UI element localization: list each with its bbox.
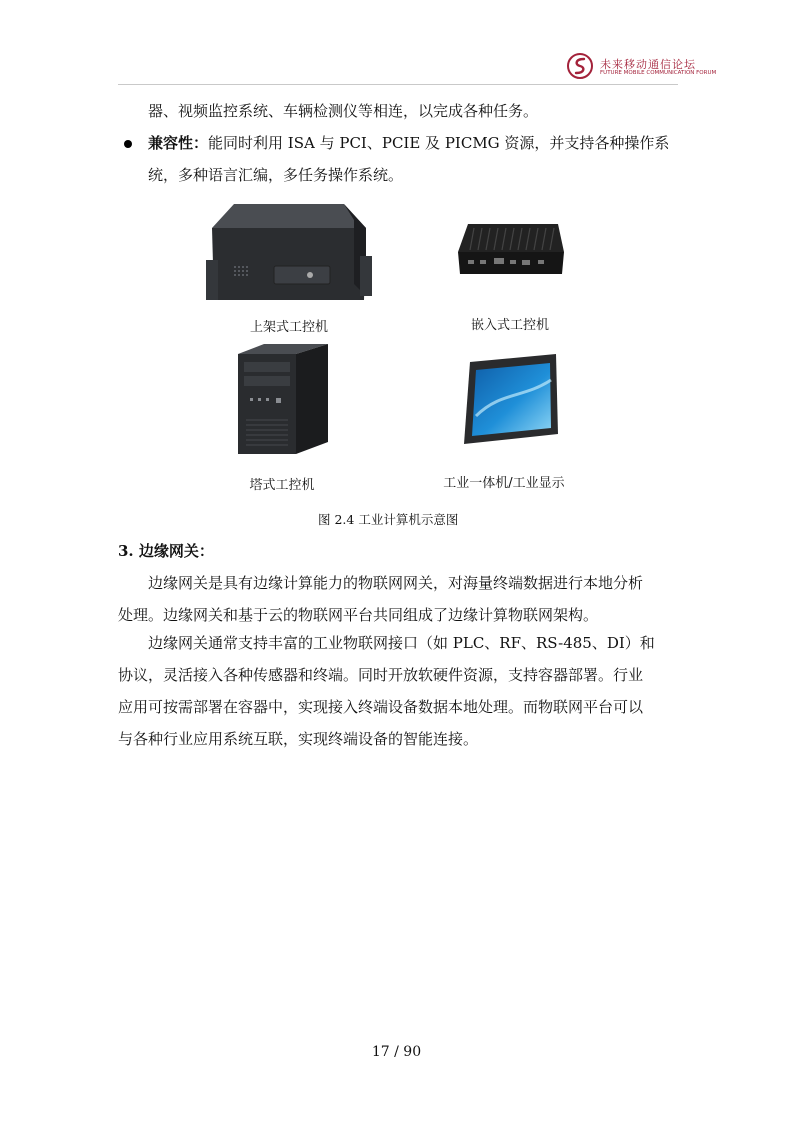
compat-label: 兼容性：	[148, 134, 209, 152]
rack-industrial-pc-icon	[204, 200, 374, 308]
figure-caption: 图 2.4 工业计算机示意图	[318, 512, 459, 527]
industrial-panel-display-icon	[460, 352, 562, 446]
caption-embedded-pc: 嵌入式工控机	[470, 318, 549, 333]
compat-paragraph-line1	[148, 127, 669, 159]
compat-text-line1: 能同时利用 ISA 与 PCI、PCIE 及 PICMG 资源，并支持各种操作系	[208, 134, 670, 152]
section-heading: 3. 边缘网关：	[118, 542, 214, 560]
forum-logo	[566, 52, 717, 80]
para1-line1: 边缘网关是具有边缘计算能力的物联网网关，对海量终端数据进行本地分析	[148, 574, 644, 592]
header-divider	[118, 84, 678, 85]
forum-logo-icon	[566, 52, 594, 80]
text-line-top: 器、视频监控系统、车辆检测仪等相连，以完成各种任务。	[148, 102, 539, 120]
logo-text-en: FUTURE MOBILE COMMUNICATION FORUM	[600, 70, 717, 76]
compat-text-line2: 统，多种语言汇编，多任务操作系统。	[148, 166, 404, 184]
logo-text-cn: 未来移动通信论坛	[600, 58, 696, 71]
para2-line2: 协议，灵活接入各种传感器和终端。同时开放软硬件资源，支持容器部署。行业	[118, 666, 644, 684]
para1-line2: 处理。边缘网关和基于云的物联网平台共同组成了边缘计算物联网架构。	[118, 606, 599, 624]
para2-line1: 边缘网关通常支持丰富的工业物联网接口（如 PLC、RF、RS-485、DI）和	[148, 634, 655, 652]
caption-tower-pc: 塔式工控机	[249, 478, 315, 493]
tower-industrial-pc-icon	[234, 342, 330, 456]
bullet-dot	[124, 140, 132, 148]
para2-line3: 应用可按需部署在容器中，实现接入终端设备数据本地处理。而物联网平台可以	[118, 698, 644, 716]
page-number: 17 / 90	[371, 1044, 422, 1060]
caption-rack-pc: 上架式工控机	[249, 320, 328, 335]
caption-panel-display: 工业一体机/工业显示	[443, 476, 565, 491]
para2-line4: 与各种行业应用系统互联，实现终端设备的智能连接。	[118, 730, 479, 748]
embedded-industrial-pc-icon	[450, 218, 570, 290]
